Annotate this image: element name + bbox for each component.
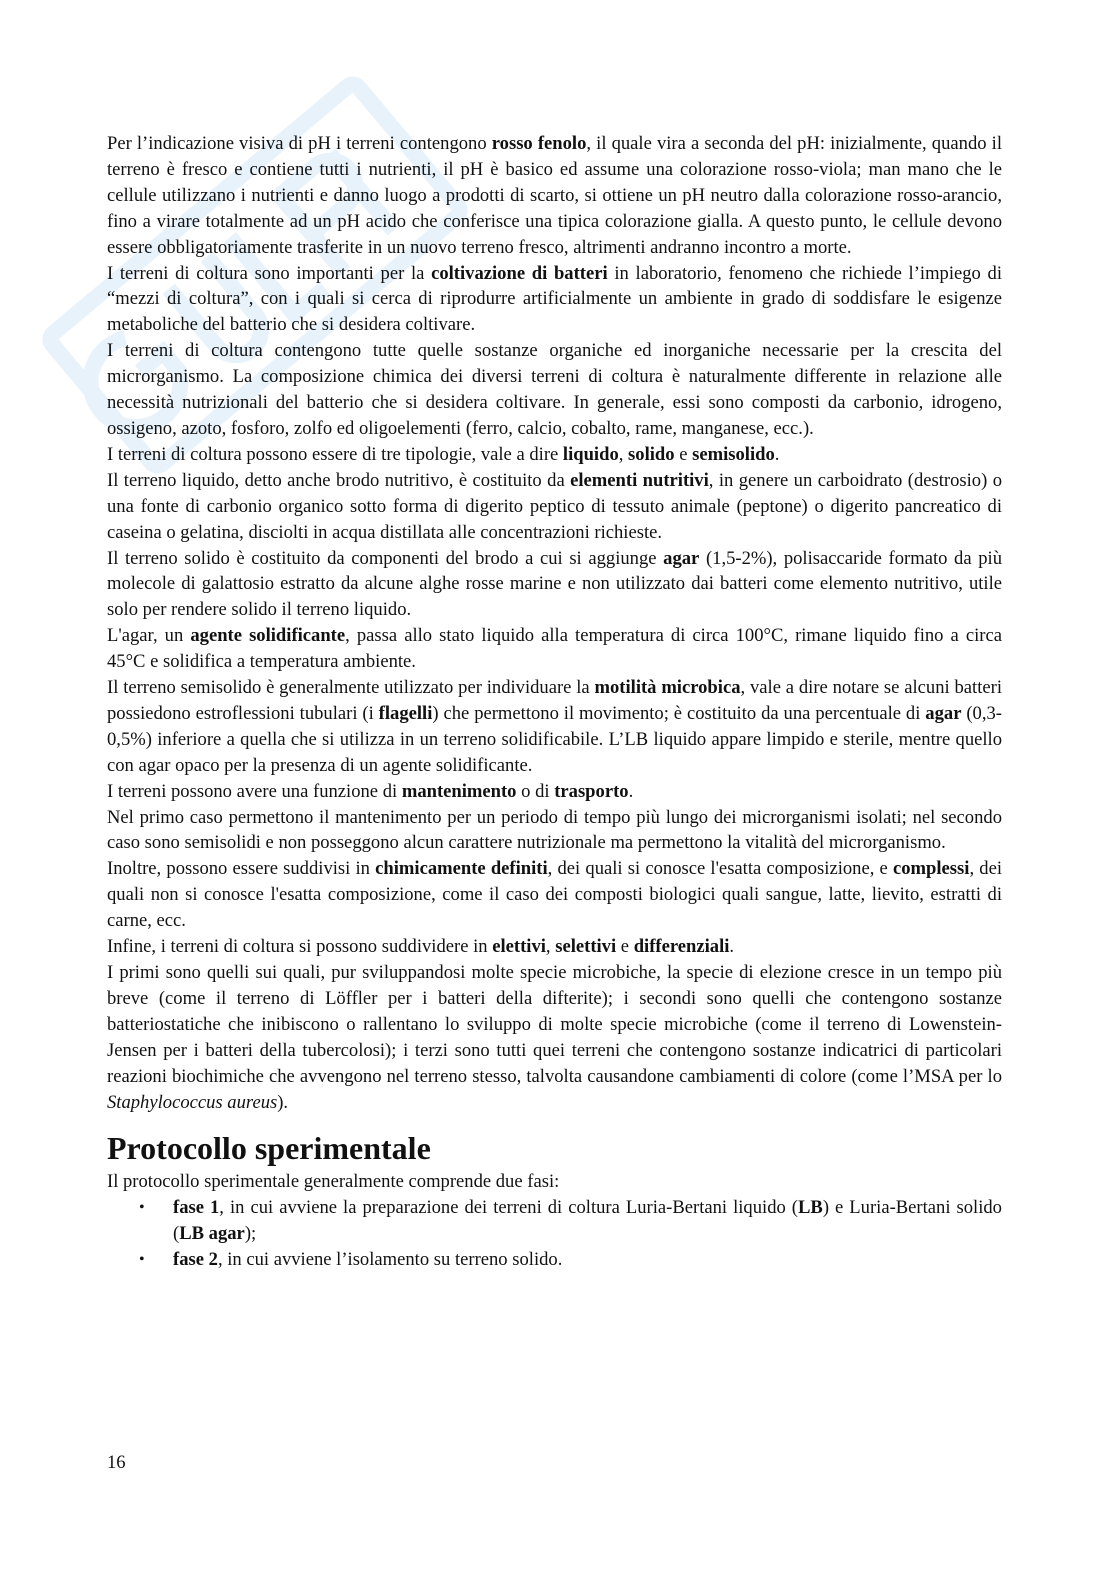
text-run: , in cui avviene la preparazione dei terreni di coltura Luria-Bertani liquido (	[219, 1197, 798, 1219]
paragraph	[107, 546, 1002, 624]
paragraph	[107, 468, 1002, 546]
text-run: I primi sono quelli sui quali, pur sviluppandosi molte specie microbiche, la specie di elezione cresce in un tempo più breve (come il terreno di Löffler per i batteri della difterite); i secondi sono quelli che contengono sostanze batteriostatiche che inibiscono o rallentano lo sviluppo di molte specie microbiche (come il terreno di Lowenstein-Jensen per i batteri della tubercolosi); i terzi sono tutti quei terreni che contengono sostanze indicatrici di particolari reazioni biochimiche che avvengono nel terreno stesso, talvolta causandone cambiamenti di colore (come l’MSA per lo	[107, 962, 1002, 1087]
text-run: Per l’indicazione visiva di pH i terreni contengono	[107, 133, 492, 154]
bold-term: mantenimento	[401, 780, 517, 802]
text-run: ) che permettono il movimento; è costituito da una percentuale di	[432, 702, 926, 724]
section-intro: Il protocollo sperimentale generalmente comprende due fasi:	[107, 1171, 560, 1193]
paragraph	[107, 261, 1002, 339]
italic-term: Staphylococcus aureus	[107, 1091, 278, 1113]
bold-term: liquido	[562, 443, 619, 465]
bold-term: motilità microbica	[594, 677, 741, 699]
text-run: (1,5-2%), polisaccaride formato da più molecole di galattosio estratto da alcune alghe rosse marine e non utilizzato dai batteri come elemento nutritivo, utile solo per rendere solido il terreno liquido.	[107, 547, 1002, 621]
list-item	[107, 1247, 1002, 1273]
paragraph	[107, 442, 1002, 468]
text-run: o di	[516, 780, 555, 802]
bold-term: elettivi	[492, 936, 546, 958]
text-run: , vale a dire notare se alcuni batteri possiedono estroflessioni tubulari (i	[107, 677, 1002, 724]
text-run: .	[774, 443, 780, 465]
bold-term: trasporto	[554, 780, 629, 802]
paragraph	[107, 856, 1002, 934]
text-run: e	[616, 936, 634, 958]
bold-term: fase 1	[173, 1197, 220, 1219]
text-run: , passa allo stato liquido alla temperatura di circa 100°C, rimane liquido fino a circa 45°C e solidifica a temperatura ambiente.	[107, 625, 1003, 673]
paragraph	[107, 779, 1002, 805]
text-run: (0,3-0,5%) inferiore a quella che si utilizza in un terreno solidificabile. L’LB liquido appare limpido e sterile, mentre quello con agar opaco per la presenza di un agente solidificante.	[107, 702, 1002, 776]
bold-term: agar	[663, 547, 700, 569]
text-run: L'agar, un	[107, 625, 191, 647]
text-run: Il terreno semisolido è generalmente utilizzato per individuare la	[107, 677, 595, 699]
text-run: I terreni di coltura possono essere di tre tipologie, vale a dire	[107, 443, 563, 465]
paragraph	[107, 805, 1002, 857]
bold-term: solido	[628, 443, 675, 465]
bold-term: semisolido	[692, 443, 775, 465]
bullet-icon: •	[139, 1199, 145, 1217]
body-paragraphs	[107, 131, 1002, 1115]
text-run: );	[244, 1223, 257, 1245]
paragraph	[107, 960, 1002, 1115]
text-run: , dei quali non si conosce l'esatta composizione, come il caso dei composti biologici quali sangue, latte, lievito, estratti di carne, ecc.	[107, 858, 1002, 932]
text-run: I terreni possono avere una funzione di	[107, 780, 402, 802]
text-run: , in cui avviene l’isolamento su terreno solido.	[217, 1249, 563, 1271]
list-item	[107, 1195, 1002, 1247]
bold-term: LB agar	[179, 1223, 245, 1245]
text-run: I terreni di coltura contengono tutte quelle sostanze organiche ed inorganiche necessarie per la crescita del microrganismo. La composizione chimica dei diversi terreni di coltura è naturalmente differente in relazione alle necessità nutrizionali del batterio che si desidera coltivare. In generale, essi sono composti da carbonio, idrogeno, ossigeno, azoto, fosforo, zolfo ed oligoelementi (ferro, calcio, cobalto, rame, manganese, ecc.).	[107, 340, 1002, 439]
text-run: Inoltre, possono essere suddivisi in	[107, 858, 376, 880]
text-run: .	[729, 936, 735, 958]
bold-term: coltivazione di batteri	[431, 262, 608, 284]
phase-list	[107, 1195, 1002, 1273]
text-run: , dei quali si conosce l'esatta composizione, e	[547, 858, 893, 880]
text-run: ) e Luria-Bertani solido (	[173, 1197, 1002, 1245]
bold-term: flagelli	[378, 702, 433, 724]
bold-term: agar	[925, 702, 962, 724]
paragraph	[107, 338, 1002, 442]
bold-term: rosso fenolo	[491, 133, 587, 154]
text-run: Infine, i terreni di coltura si possono suddividere in	[107, 936, 493, 958]
paragraph	[107, 675, 1002, 779]
text-run: I terreni di coltura sono importanti per la	[107, 262, 432, 284]
paragraph	[107, 623, 1002, 675]
section-heading: Protocollo sperimentale	[107, 1130, 431, 1167]
paragraph	[107, 131, 1002, 261]
text-run: .	[628, 780, 634, 802]
text-run: Il terreno liquido, detto anche brodo nutritivo, è costituito da	[107, 469, 571, 491]
text-run: ,	[545, 936, 556, 958]
paragraph	[107, 934, 1002, 960]
text-run: , il quale vira a seconda del pH: inizialmente, quando il terreno è fresco e contiene tutti i nutrienti, il pH è basico ed assume una colorazione rosso-viola; man mano che le cellule utilizzano i nutrienti e danno luogo a prodotti di scarto, si ottiene un pH neutro dalla colorazione rosso-arancio, fino a virare totalmente ad un pH acido che conferisce una tipica colorazione gialla. A questo punto, le cellule devono essere obbligatoriamente trasferite in un nuovo terreno fresco, altrimenti andranno incontro a morte.	[107, 133, 1002, 258]
text-run: , in genere un carboidrato (destrosio) o una fonte di carbonio organico sotto forma di digerito peptico di tessuto animale (peptone) o digerito pancreatico di caseina o gelatina, disciolti in acqua distillata alle concentrazioni richieste.	[107, 469, 1003, 543]
bold-term: complessi	[893, 858, 970, 880]
bold-term: selettivi	[555, 936, 617, 958]
text-run: ).	[277, 1091, 289, 1113]
text-run: e	[674, 443, 693, 465]
page-number: 16	[107, 1452, 126, 1473]
text-run: ,	[618, 443, 629, 465]
bold-term: agente solidificante	[190, 625, 346, 647]
text-run: Il terreno solido è costituito da componenti del brodo a cui si aggiunge	[107, 547, 664, 569]
bullet-icon: •	[139, 1251, 145, 1269]
bold-term: differenziali	[633, 936, 730, 958]
bold-term: LB	[798, 1197, 823, 1219]
text-run: in laboratorio, fenomeno che richiede l’impiego di “mezzi di coltura”, con i quali si cerca di riprodurre artificialmente un ambiente in grado di soddisfare le esigenze metaboliche del batterio che si desidera coltivare.	[107, 262, 1002, 336]
document-body	[107, 131, 1002, 1273]
text-run: Nel primo caso permettono il mantenimento per un periodo di tempo più lungo dei microrganismi isolati; nel secondo caso sono semisolidi e non posseggono alcun carattere nutrizionale ma permettono la vitalità del microrganismo.	[107, 806, 1002, 854]
bold-term: elementi nutritivi	[570, 469, 709, 491]
bold-term: fase 2	[173, 1249, 218, 1271]
bold-term: chimicamente definiti	[375, 858, 548, 880]
